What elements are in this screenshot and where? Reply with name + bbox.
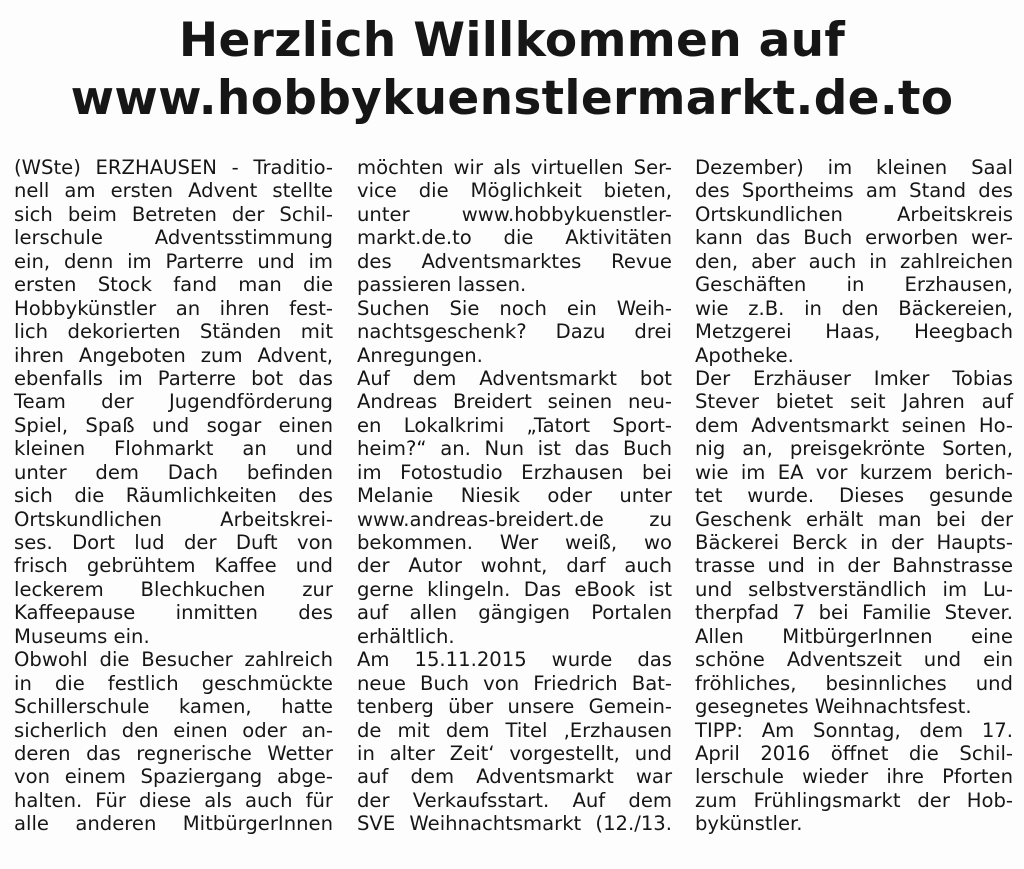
text-line: deren das regnerische Wetter: [14, 741, 333, 765]
text-line: Museums ein.: [14, 624, 150, 648]
text-line: (WSte) ERZHAUSEN - Traditio-: [14, 156, 333, 179]
text-line: erhältlich.: [357, 624, 455, 648]
text-line: nell am ersten Advent stellte: [14, 179, 333, 203]
text-line: markt.de.to die Aktivitäten: [357, 226, 672, 250]
text-line: des Sportheims am Stand des: [695, 179, 1013, 203]
text-line: halten. Für diese als auch für: [14, 788, 333, 812]
article-column-2: [357, 156, 672, 836]
text-line: Obwohl die Besucher zahlreich: [14, 648, 333, 672]
text-line: dem Adventsmarkt seinen Ho-: [695, 413, 1013, 437]
text-line: wie im EA vor kurzem berich-: [695, 460, 1013, 484]
text-line: neue Buch von Friedrich Bat-: [357, 671, 672, 695]
text-line: sich beim Betreten der Schil-: [14, 202, 333, 226]
text-line: möchten wir als virtuellen Ser-: [357, 156, 672, 179]
text-line: unter www.hobbykuenstler-: [357, 202, 672, 226]
text-line: Ortskundlichen Arbeitskreis: [695, 202, 1013, 226]
text-line: auf allen gängigen Portalen: [357, 601, 672, 625]
text-line: bekommen. Wer weiß, wo: [357, 531, 672, 554]
text-line: Bäckerei Berck in der Haupts-: [695, 531, 1013, 554]
text-line: Anregungen.: [357, 343, 483, 367]
text-line: Stever bietet seit Jahren auf: [695, 390, 1013, 414]
text-line: sicherlich den einen oder an-: [14, 718, 333, 742]
text-line: vice die Möglichkeit bieten,: [357, 179, 672, 203]
text-line: Team der Jugendförderung: [14, 390, 333, 414]
text-line: Ortskundlichen Arbeitskrei-: [14, 507, 333, 531]
text-line: nig an, preisgekrönte Sorten,: [695, 437, 1013, 461]
text-line: Allen MitbürgerInnen eine: [695, 624, 1013, 648]
text-line: ebenfalls im Parterre bot das: [14, 366, 333, 390]
text-line: zum Frühlingsmarkt der Hob-: [695, 788, 1013, 812]
text-line: unter dem Dach befinden: [14, 460, 333, 484]
text-line: ses. Dort lud der Duft von: [14, 531, 333, 554]
text-line: Der Erzhäuser Imker Tobias: [695, 366, 1013, 390]
text-line: Apotheke.: [695, 343, 794, 367]
text-line: gesegnetes Weihnachtsfest.: [695, 695, 972, 719]
text-line: kleinen Flohmarkt an und: [14, 437, 333, 461]
text-line: sich die Räumlichkeiten des: [14, 484, 333, 508]
text-line: auf dem Adventsmarkt war: [357, 765, 672, 789]
headline-line-2: www.hobbykuenstlermarkt.de.to: [70, 71, 954, 126]
text-line: im Fotostudio Erzhausen bei: [357, 460, 672, 484]
text-line: gerne klingeln. Das eBook ist: [357, 577, 672, 601]
text-line: fröhliches, besinnliches und: [695, 671, 1013, 695]
text-line: ersten Stock fand man die: [14, 273, 333, 297]
text-line: tet wurde. Dieses gesunde: [695, 484, 1013, 508]
text-line: des Adventsmarktes Revue: [357, 249, 672, 273]
text-line: kann das Buch erworben wer-: [695, 226, 1013, 250]
text-line: der Verkaufsstart. Auf dem: [357, 788, 672, 812]
text-line: Kaffeepause inmitten des: [14, 601, 333, 625]
text-line: Melanie Niesik oder unter: [357, 484, 672, 508]
text-line: in alter Zeit‘ vorgestellt, und: [357, 741, 672, 765]
text-line: lich dekorierten Ständen mit: [14, 320, 333, 344]
text-line: trasse und in der Bahnstrasse: [695, 554, 1013, 578]
text-line: in die festlich geschmückte: [14, 671, 333, 695]
text-line: den, aber auch in zahlreichen: [695, 249, 1013, 273]
text-line: Andreas Breidert seinen neu-: [357, 390, 672, 414]
text-line: Spiel, Spaß und sogar einen: [14, 413, 333, 437]
text-line: frisch gebrühtem Kaffee und: [14, 554, 333, 578]
text-line: bykünstler.: [695, 812, 803, 836]
text-line: lerschule wieder ihre Pforten: [695, 765, 1013, 789]
text-line: schöne Adventszeit und ein: [695, 648, 1013, 672]
text-line: Geschenk erhält man bei der: [695, 507, 1013, 531]
article-column-3: [695, 156, 1013, 836]
text-line: ihren Angeboten zum Advent,: [14, 343, 333, 367]
text-line: alle anderen MitbürgerInnen: [14, 812, 333, 836]
text-line: heim?“ an. Nun ist das Buch: [357, 437, 672, 461]
text-line: tenberg über unsere Gemein-: [357, 695, 672, 719]
text-line: April 2016 öffnet die Schil-: [695, 741, 1013, 765]
text-line: von einem Spaziergang abge-: [14, 765, 333, 789]
text-line: und selbstverständlich im Lu-: [695, 577, 1013, 601]
text-line: Am 15.11.2015 wurde das: [357, 648, 672, 672]
text-line: Auf dem Adventsmarkt bot: [357, 366, 672, 390]
text-line: nachtsgeschenk? Dazu drei: [357, 320, 672, 344]
text-line: lerschule Adventsstimmung: [14, 226, 333, 250]
headline: [0, 12, 1024, 128]
text-line: passieren lassen.: [357, 273, 527, 297]
text-line: Suchen Sie noch ein Weih-: [357, 296, 672, 320]
text-line: TIPP: Am Sonntag, dem 17.: [695, 718, 1013, 742]
text-line: www.andreas-breidert.de zu: [357, 507, 672, 531]
text-line: Metzgerei Haas, Heegbach: [695, 320, 1013, 344]
text-line: Dezember) im kleinen Saal: [695, 156, 1013, 179]
text-line: en Lokalkrimi „Tatort Sport-: [357, 413, 672, 437]
text-line: ein, denn im Parterre und im: [14, 249, 333, 273]
text-line: Hobbykünstler an ihren fest-: [14, 296, 333, 320]
text-line: SVE Weihnachtsmarkt (12./13.: [357, 812, 672, 836]
text-line: der Autor wohnt, darf auch: [357, 554, 672, 578]
text-line: Schillerschule kamen, hatte: [14, 695, 333, 719]
text-line: de mit dem Titel ‚Erzhausen: [357, 718, 672, 742]
article-column-1: [14, 156, 333, 836]
text-line: wie z.B. in den Bäckereien,: [695, 296, 1013, 320]
headline-line-1: Herzlich Willkommen auf: [178, 13, 846, 68]
text-line: therpfad 7 bei Familie Stever.: [695, 601, 1013, 625]
text-line: Geschäften in Erzhausen,: [695, 273, 1013, 297]
text-line: leckerem Blechkuchen zur: [14, 577, 333, 601]
